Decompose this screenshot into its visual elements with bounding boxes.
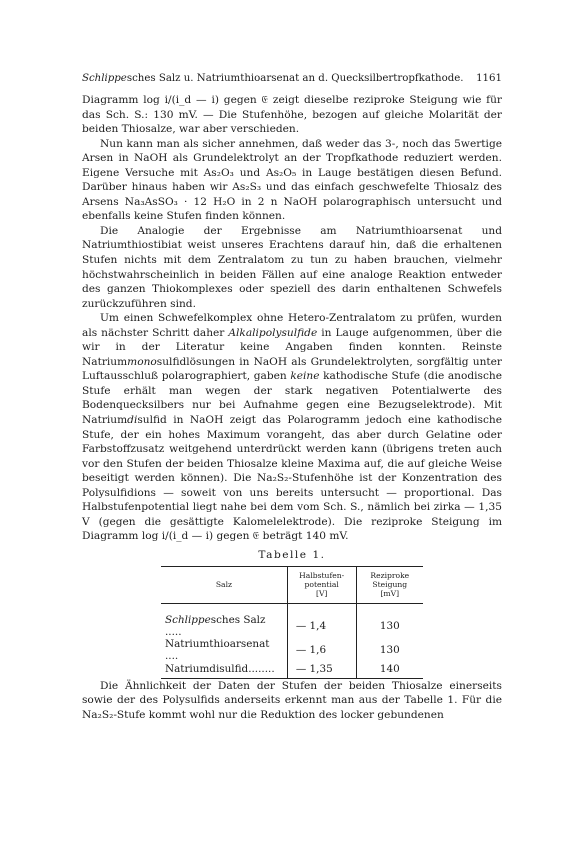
header-halbstufenpotential: Halbstufen- potential [V] (287, 566, 356, 603)
body-text (82, 93, 502, 722)
paragraph-2: Nun kann man als sicher annehmen, daß weder das 3-, noch das 5wertige Arsen in NaOH als Grundelektrolyt an der Tropfkathode reduziert werden. Eigene Versuche mit As₂O₃ und As₂O₅ in Lauge bestätigen diesen Befund. Darüber hinaus haben wir As₂S₃ und das einfach geschwefelte Thiosalz des Arsens Na₃AsSO₃ · 12 H₂O in 2 n NaOH polarographisch untersucht und ebenfalls keine Stufen finden können. (82, 137, 502, 223)
cell-potential: — 1,4 (287, 603, 356, 638)
running-head-italic: Schlippe (82, 73, 127, 84)
paragraph-3: Die Analogie der Ergebnisse am Natriumthioarsenat und Natriumthiostibiat weist unseres Erachtens darauf hin, daß die erhaltenen Stufen nichts mit dem Zentralatom zu tun zu haben brauchen, vielmehr höchstwahrscheinlich in beiden Fällen auf eine analoge Reaktion entweder des ganzen Thiokomplexes oder speziell des darin enthaltenen Schwefels zurückzuführen sind. (82, 224, 502, 310)
paragraph-4: Um einen Schwefelkomplex ohne Hetero-Zentralatom zu prüfen, wurden als nächster Schritt daher Alkalipolysulfide in Lauge aufgenommen, über die wir in der Literatur keine Angaben finden konnten. Reinste Natriummonosulfidlösungen in NaOH als Grundelektrolyten, sorgfältig unter Luftausschluß polarographiert, gaben keine kathodische Stufe (die anodische Stufe erhält man wegen der stark negativen Potentialwerte des Bodenquecksilbers nur bei Aufnahme gegen eine Bezugselektrode). Mit Natriumdisulfid in NaOH zeigt das Polarogramm jedoch eine kathodische Stufe, der ein hohes Maximum vorangeht, das aber durch Gelatine oder Farbstoffzusatz weitgehend unterdrückt werden kann (übrigens treten auch vor den Stufen der beiden Thiosalze kleine Maxima auf, die auf gleiche Weise beseitigt werden können). Die Na₂S₂-Stufenhöhe ist der Konzentration des Polysulfidions — soweit von uns bereits untersucht — proportional. Das Halbstufenpotential liegt nahe bei dem vom Sch. S., nämlich bei zirka — 1,35 V (gegen die gesättigte Kalomelelektrode). Die reziproke Steigung im Diagramm log i/(i_d — i) gegen 𝔈 beträgt 140 mV. (82, 312, 502, 543)
cell-salz: Schlippesches Salz ..... (165, 613, 266, 638)
table-title: Tabelle 1. (258, 548, 326, 561)
table-row (161, 603, 423, 638)
table-row (161, 638, 423, 662)
cell-steigung: 130 (356, 603, 423, 638)
running-head (82, 72, 502, 86)
running-head-title (82, 72, 464, 86)
cell-steigung: 140 (356, 663, 423, 679)
cell-steigung: 130 (356, 638, 423, 662)
table-header-row (161, 566, 423, 603)
header-salz: Salz (161, 566, 287, 603)
paragraph-5: Die Ähnlichkeit der Daten der Stufen der beiden Thiosalze einerseits sowie der des Polysulfids anderseits erkennt man aus der Tabelle 1. Für die Na₂S₂-Stufe kommt wohl nur die Reduktion des locker gebundenen (82, 679, 502, 721)
cell-potential: — 1,6 (287, 638, 356, 662)
table-row (161, 663, 423, 679)
data-table (161, 566, 423, 679)
header-reziproke-steigung: Reziproke Steigung [mV] (356, 566, 423, 603)
cell-salz: Natriumdisulfid........ (161, 663, 287, 679)
page-number: 1161 (476, 73, 502, 84)
paragraph-1: Diagramm log i/(i_d — i) gegen 𝔈 zeigt dieselbe reziproke Steigung wie für das Sch. S.: 130 mV. — Die Stufenhöhe, bezogen auf gleiche Molarität der beiden Thiosalze, war aber verschieden. (82, 94, 502, 136)
cell-potential: — 1,35 (287, 663, 356, 679)
running-head-rest: sches Salz u. Natriumthioarsenat an d. Quecksilbertropfkathode. (126, 73, 464, 84)
cell-salz: Natriumthioarsenat .... (165, 638, 270, 663)
